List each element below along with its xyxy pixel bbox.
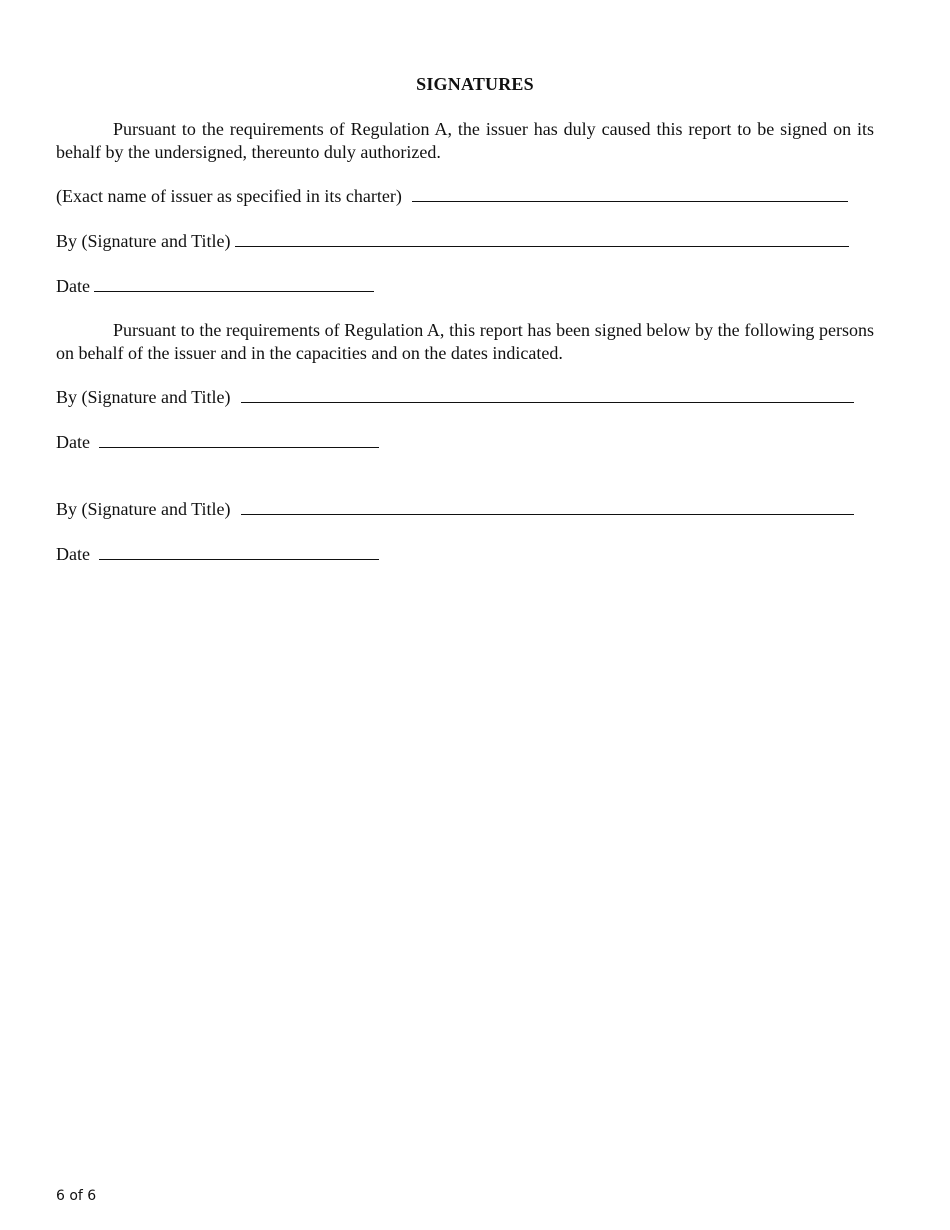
person-1-date-field bbox=[56, 431, 379, 454]
date-label: Date bbox=[56, 544, 90, 564]
date-label: Date bbox=[56, 276, 90, 296]
page-title: SIGNATURES bbox=[416, 74, 534, 94]
date-label: Date bbox=[56, 432, 90, 452]
signature-title-label: By (Signature and Title) bbox=[56, 387, 231, 407]
issuer-name-label: (Exact name of issuer as specified in its charter) bbox=[56, 186, 402, 206]
issuer-name-signature-line[interactable] bbox=[412, 185, 848, 202]
person-1-signature-line[interactable] bbox=[241, 386, 854, 403]
person-2-date-line[interactable] bbox=[99, 543, 379, 560]
signature-title-label: By (Signature and Title) bbox=[56, 499, 231, 519]
persons-statement-paragraph: Pursuant to the requirements of Regulation A, this report has been signed below by the following persons on behalf of the issuer and in the capacities and on the dates indicated. bbox=[56, 320, 874, 363]
issuer-name-field bbox=[56, 185, 848, 208]
signature-title-label: By (Signature and Title) bbox=[56, 231, 231, 251]
issuer-statement-paragraph: Pursuant to the requirements of Regulation A, the issuer has duly caused this report to be signed on its behalf by the undersigned, thereunto duly authorized. bbox=[56, 119, 874, 162]
page-number: 6 of 6 bbox=[56, 1188, 97, 1204]
person-1-date-line[interactable] bbox=[99, 431, 379, 448]
issuer-date-field bbox=[56, 275, 374, 298]
person-1-signature-field bbox=[56, 386, 854, 409]
issuer-signature-line[interactable] bbox=[235, 230, 849, 247]
person-2-signature-field bbox=[56, 498, 854, 521]
issuer-date-line[interactable] bbox=[94, 275, 374, 292]
person-2-date-field bbox=[56, 543, 379, 566]
person-2-signature-line[interactable] bbox=[241, 498, 854, 515]
issuer-signature-field bbox=[56, 230, 849, 253]
